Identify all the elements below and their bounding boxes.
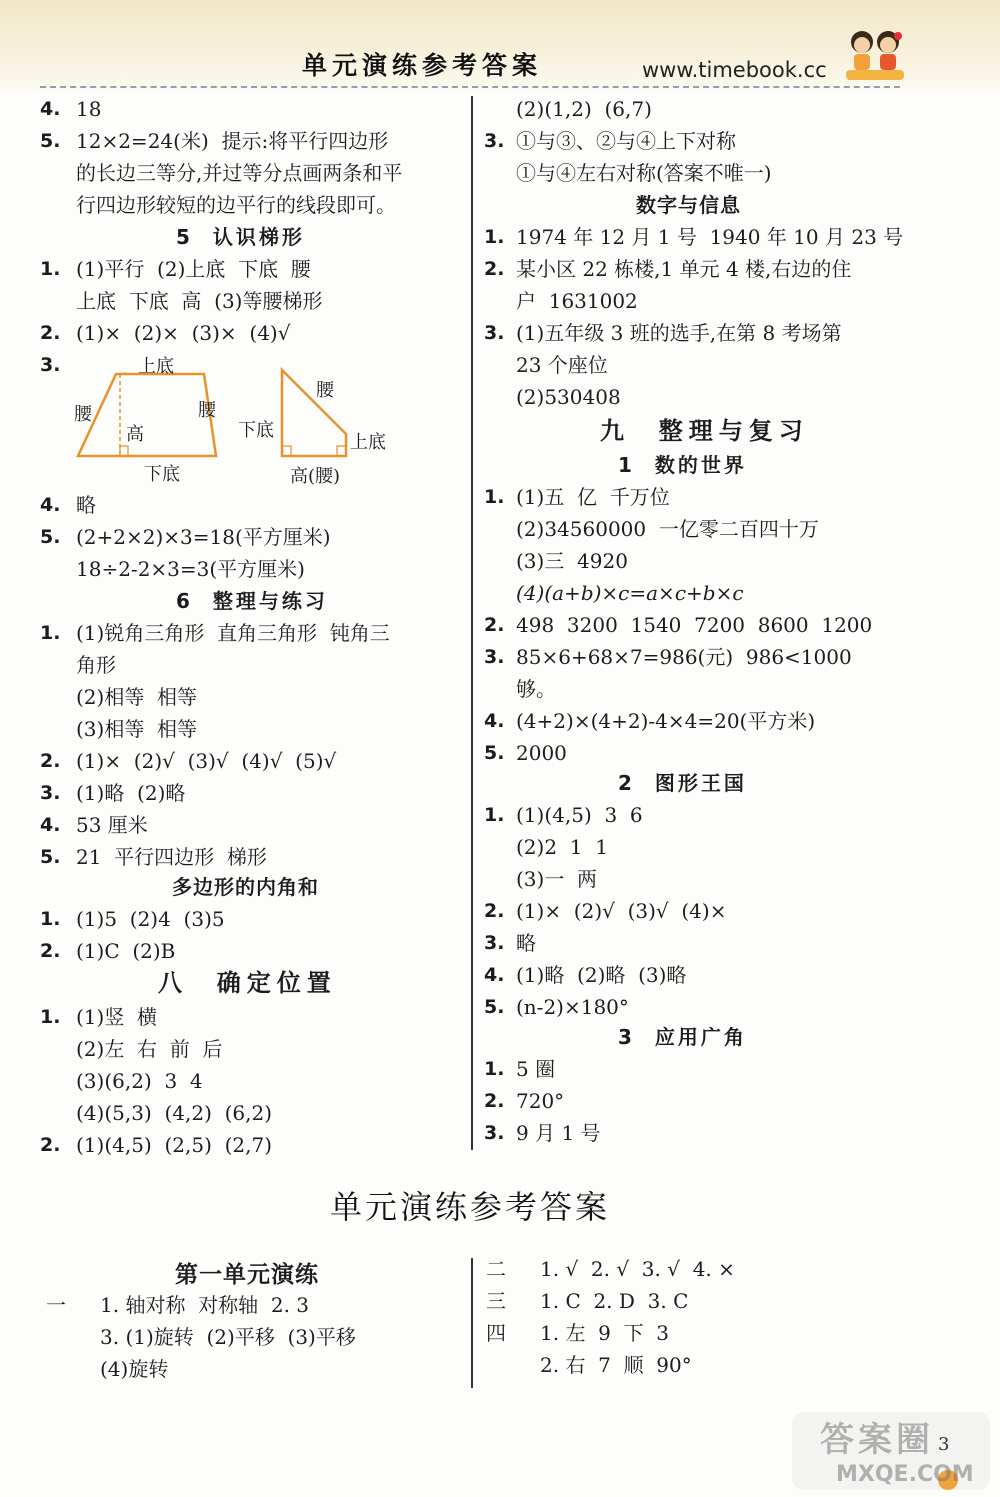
answer-line: 18÷2-2×3=3(平方厘米)	[76, 557, 305, 581]
item-number: 2.	[484, 614, 505, 636]
watermark-text: 答案圈	[820, 1420, 934, 1460]
unit-answers-title: 单元演练参考答案	[330, 1188, 611, 1226]
header-title: 单元演练参考答案	[302, 51, 543, 80]
answer-line: 23 个座位	[516, 353, 608, 377]
trapezoid-figures	[66, 352, 406, 492]
answer-line: (3)相等 相等	[76, 717, 198, 741]
answer-line: 21 平行四边形 梯形	[76, 845, 267, 869]
answer-line: (4+2)×(4+2)-4×4=20(平方米)	[516, 709, 816, 733]
answer-line: 够。	[516, 677, 556, 701]
answer-line: 角形	[76, 653, 116, 677]
answer-line: (1)5 (2)4 (3)5	[76, 907, 225, 931]
answer-line: 的长边三等分,并过等分点画两条和平	[76, 161, 403, 185]
item-number: 4.	[40, 814, 61, 836]
part-marker: 三	[486, 1289, 506, 1313]
answer-line: 上底 下底 高 (3)等腰梯形	[76, 289, 323, 313]
item-number: 2.	[484, 900, 505, 922]
item-number: 5.	[40, 526, 61, 548]
section-heading: 2 图形王国	[618, 771, 747, 795]
answer-line: 2. 右 7 顺 90°	[540, 1353, 692, 1377]
page-header	[0, 0, 1000, 92]
item-number: 3.	[40, 354, 61, 376]
bottom-column-divider	[471, 1258, 473, 1388]
answer-line: (2)左 右 前 后	[76, 1037, 223, 1061]
answer-line: 1. 轴对称 对称轴 2. 3	[100, 1293, 310, 1317]
answer-line: 1. 左 9 下 3	[540, 1321, 670, 1345]
page-number: 3	[938, 1434, 950, 1455]
answer-line: (3)(6,2) 3 4	[76, 1069, 203, 1093]
part-marker: 四	[486, 1321, 506, 1345]
item-number: 3.	[484, 932, 505, 954]
item-number: 2.	[40, 940, 61, 962]
answer-line: 12×2=24(米) 提示:将平行四边形	[76, 129, 389, 153]
item-number: 4.	[484, 710, 505, 732]
item-number: 1.	[40, 908, 61, 930]
answer-line: (2)34560000 一亿零二百四十万	[516, 517, 819, 541]
watermark-url: MXQE.COM	[836, 1462, 974, 1487]
answer-line: 1974 年 12 月 1 号 1940 年 10 月 23 号	[516, 225, 904, 249]
answer-line: (1)× (2)√ (3)√ (4)×	[516, 899, 727, 923]
item-number: 3.	[484, 322, 505, 344]
figure-label: 腰	[316, 380, 334, 401]
kids-mascot-icon	[842, 26, 908, 84]
answer-line: 53 厘米	[76, 813, 148, 837]
column-divider	[471, 96, 473, 1150]
unit-one-heading: 第一单元演练	[175, 1261, 319, 1288]
item-number: 3.	[40, 782, 61, 804]
answer-line: (1)五年级 3 班的选手,在第 8 考场第	[516, 321, 842, 345]
answer-line: (1)C (2)B	[76, 939, 176, 963]
item-number: 5.	[40, 846, 61, 868]
item-number: 1.	[484, 226, 505, 248]
section-heading: 5 认识梯形	[176, 225, 305, 249]
item-number: 3.	[484, 1122, 505, 1144]
figure-label: 上底	[138, 356, 174, 377]
answer-line: ①与④左右对称(答案不唯一)	[516, 161, 772, 185]
header-dashed-rule	[40, 86, 900, 88]
part-marker: 二	[486, 1257, 506, 1281]
item-number: 3.	[484, 130, 505, 152]
item-number: 2.	[484, 1090, 505, 1112]
item-number: 1.	[484, 486, 505, 508]
item-number: 2.	[40, 322, 61, 344]
item-number: 4.	[40, 98, 61, 120]
item-number: 1.	[40, 622, 61, 644]
answer-line: (1)(4,5) 3 6	[516, 803, 643, 827]
figure-label: 上底	[350, 432, 386, 453]
answer-line: (1)× (2)√ (3)√ (4)√ (5)√	[76, 749, 337, 773]
item-number: 4.	[40, 494, 61, 516]
item-number: 2.	[484, 258, 505, 280]
answer-line: 5 圈	[516, 1057, 556, 1081]
item-number: 2.	[40, 750, 61, 772]
answer-line: (1)五 亿 千万位	[516, 485, 670, 509]
answer-line: (1)锐角三角形 直角三角形 钝角三	[76, 621, 390, 645]
item-number: 2.	[40, 1134, 61, 1156]
answer-line: 498 3200 1540 7200 8600 1200	[516, 613, 873, 637]
answer-line: (4)(a+b)×c=a×c+b×c	[516, 581, 744, 605]
answer-line: (4)旋转	[100, 1357, 169, 1381]
answer-line: (2)(1,2) (6,7)	[516, 97, 652, 121]
figure-label: 腰	[74, 404, 92, 425]
item-number: 5.	[484, 742, 505, 764]
answer-line: 3. (1)旋转 (2)平移 (3)平移	[100, 1325, 356, 1349]
section-heading: 数字与信息	[636, 193, 741, 217]
answer-line: 行四边形较短的边平行的线段即可。	[76, 193, 396, 217]
item-number: 1.	[40, 1006, 61, 1028]
answer-line: 某小区 22 栋楼,1 单元 4 楼,右边的住	[516, 257, 852, 281]
answer-line: 略	[516, 931, 536, 955]
answer-line: 720°	[516, 1089, 565, 1113]
answer-line: 18	[76, 97, 102, 121]
answer-line: 1. √ 2. √ 3. √ 4. ×	[540, 1257, 735, 1281]
item-number: 5.	[40, 130, 61, 152]
answer-line: 2000	[516, 741, 567, 765]
answer-line: (3)一 两	[516, 867, 598, 891]
section-heading: 3 应用广角	[618, 1025, 747, 1049]
part-marker: 一	[46, 1293, 66, 1317]
section-heading: 1 数的世界	[618, 453, 747, 477]
answer-line: (1)× (2)× (3)× (4)√	[76, 321, 291, 345]
answer-line: 1. C 2. D 3. C	[540, 1289, 689, 1313]
answer-line: ①与③、②与④上下对称	[516, 129, 736, 153]
item-number: 1.	[484, 1058, 505, 1080]
answer-line: (n-2)×180°	[516, 995, 629, 1019]
answer-line: (2)2 1 1	[516, 835, 608, 859]
item-number: 3.	[484, 646, 505, 668]
item-number: 1.	[40, 258, 61, 280]
chapter-heading: 九 整理与复习	[600, 417, 809, 445]
chapter-heading: 八 确定位置	[158, 969, 337, 997]
figure-label: 腰	[198, 400, 216, 421]
answer-line: (1)竖 横	[76, 1005, 158, 1029]
figure-label: 下底	[238, 420, 274, 441]
answer-line: 85×6+68×7=986(元) 986<1000	[516, 645, 852, 669]
answer-line: 9 月 1 号	[516, 1121, 601, 1145]
answer-line: (4)(5,3) (4,2) (6,2)	[76, 1101, 272, 1125]
answer-line: (2)530408	[516, 385, 621, 409]
item-number: 1.	[484, 804, 505, 826]
answer-line: 户 1631002	[516, 289, 638, 313]
figure-label: 高	[126, 424, 144, 445]
answer-line: (2+2×2)×3=18(平方厘米)	[76, 525, 331, 549]
item-number: 4.	[484, 964, 505, 986]
item-number: 5.	[484, 996, 505, 1018]
answer-line: 略	[76, 493, 96, 517]
figure-label: 下底	[144, 464, 180, 485]
answer-line: (1)(4,5) (2,5) (2,7)	[76, 1133, 272, 1157]
section-heading: 6 整理与练习	[176, 589, 328, 613]
header-url: www.timebook.cc	[642, 58, 827, 82]
answer-line: (3)三 4920	[516, 549, 628, 573]
answer-line: (1)平行 (2)上底 下底 腰	[76, 257, 311, 281]
answer-line: (2)相等 相等	[76, 685, 198, 709]
section-heading: 多边形的内角和	[172, 875, 319, 899]
figure-label: 高(腰)	[290, 466, 341, 487]
answer-line: (1)略 (2)略 (3)略	[516, 963, 687, 987]
answer-line: (1)略 (2)略	[76, 781, 186, 805]
